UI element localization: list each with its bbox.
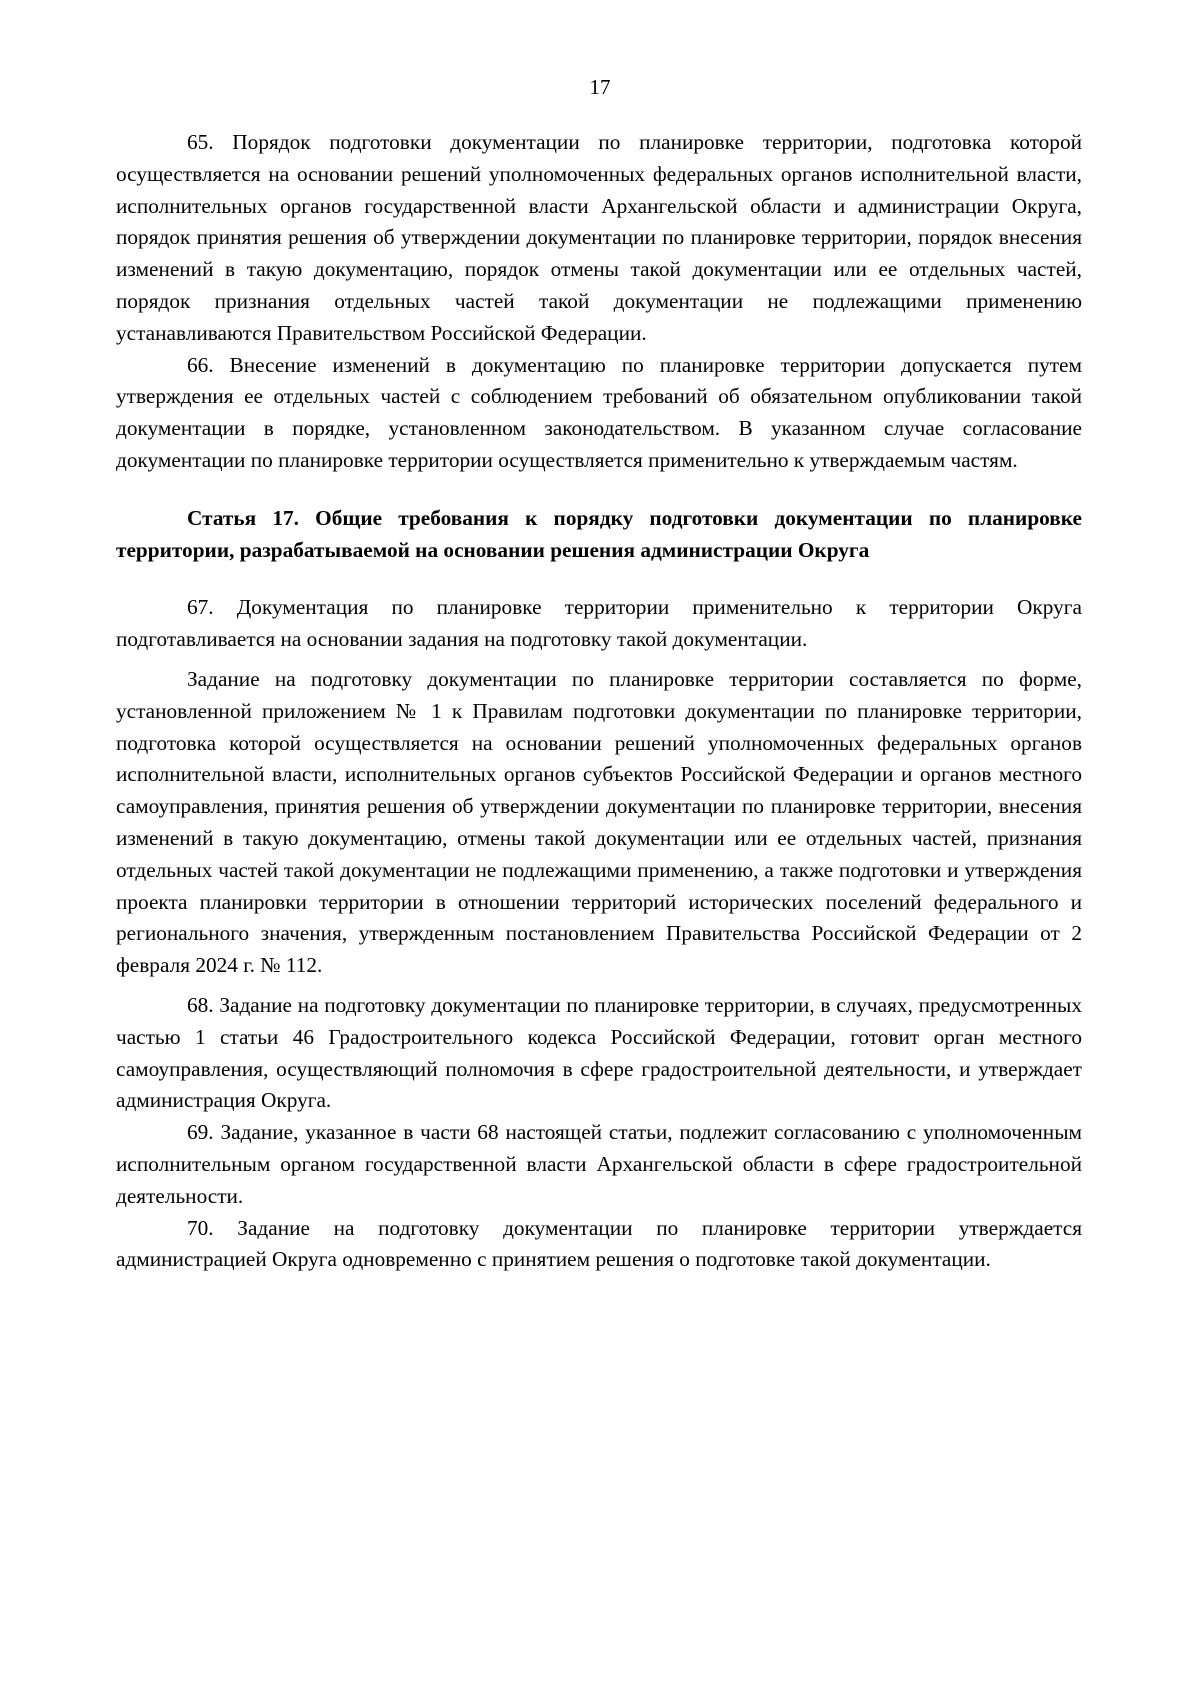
paragraph-66: 66. Внесение изменений в документацию по планировке территории допускается путем утверждения ее отдельных частей с соблюдением требований об обязательном опубликовании такой документации в порядке, установленном законодательством. В указанном случае согласование документации по планировке территории осуществляется применительно к утверждаемым частям. xyxy=(116,352,1082,472)
article-17-heading: Статья 17. Общие требования к порядку подготовки документации по планировке территории, разрабатываемой на основании решения администрации Округа xyxy=(116,505,1082,562)
paragraph-70: 70. Задание на подготовку документации по планировке территории утверждается администрацией Округа одновременно с принятием решения о подготовке такой документации. xyxy=(116,1215,1082,1272)
paragraph-67-continuation: Задание на подготовку документации по планировке территории составляется по форме, установленной приложением № 1 к Правилам подготовки документации по планировке территории, подготовка которой осуществляется на основании решений уполномоченных федеральных органов исполнительной власти, исполнительных органов субъектов Российской Федерации и органов местного самоуправления, принятия решения об утверждении документации по планировке территории, внесения изменений в такую документацию, отмены такой документации или ее отдельных частей, признания отдельных частей такой документации не подлежащими применению, а также подготовки и утверждения проекта планировки территории в отношении территорий исторических поселений федерального и регионального значения, утвержденным постановлением Правительства Российской Федерации от 2 февраля 2024 г. № 112. xyxy=(116,666,1082,978)
paragraph-67: 67. Документация по планировке территории применительно к территории Округа подготавливается на основании задания на подготовку такой документации. xyxy=(116,595,1082,652)
paragraph-68: 68. Задание на подготовку документации по планировке территории, в случаях, предусмотренных частью 1 статьи 46 Градостроительного кодекса Российской Федерации, готовит орган местного самоуправления, осуществляющий полномочия в сфере градостроительной деятельности, и утверждает администрация Округа. xyxy=(116,992,1082,1113)
paragraph-69: 69. Задание, указанное в части 68 настоящей статьи, подлежит согласованию с уполномоченным исполнительным органом государственной власти Архангельской области в сфере градостроительной деятельности. xyxy=(116,1120,1082,1208)
page-number: 17 xyxy=(589,75,611,99)
document-body xyxy=(116,127,1082,1276)
paragraph-65: 65. Порядок подготовки документации по планировке территории, подготовка которой осуществляется на основании решений уполномоченных федеральных органов исполнительной власти, исполнительных органов государственной власти Архангельской области и администрации Округа, порядок принятия решения об утверждении документации по планировке территории, порядок внесения изменений в такую документацию, порядок отмены такой документации или ее отдельных частей, порядок признания отдельных частей такой документации не подлежащими применению устанавливаются Правительством Российской Федерации. xyxy=(116,130,1082,345)
